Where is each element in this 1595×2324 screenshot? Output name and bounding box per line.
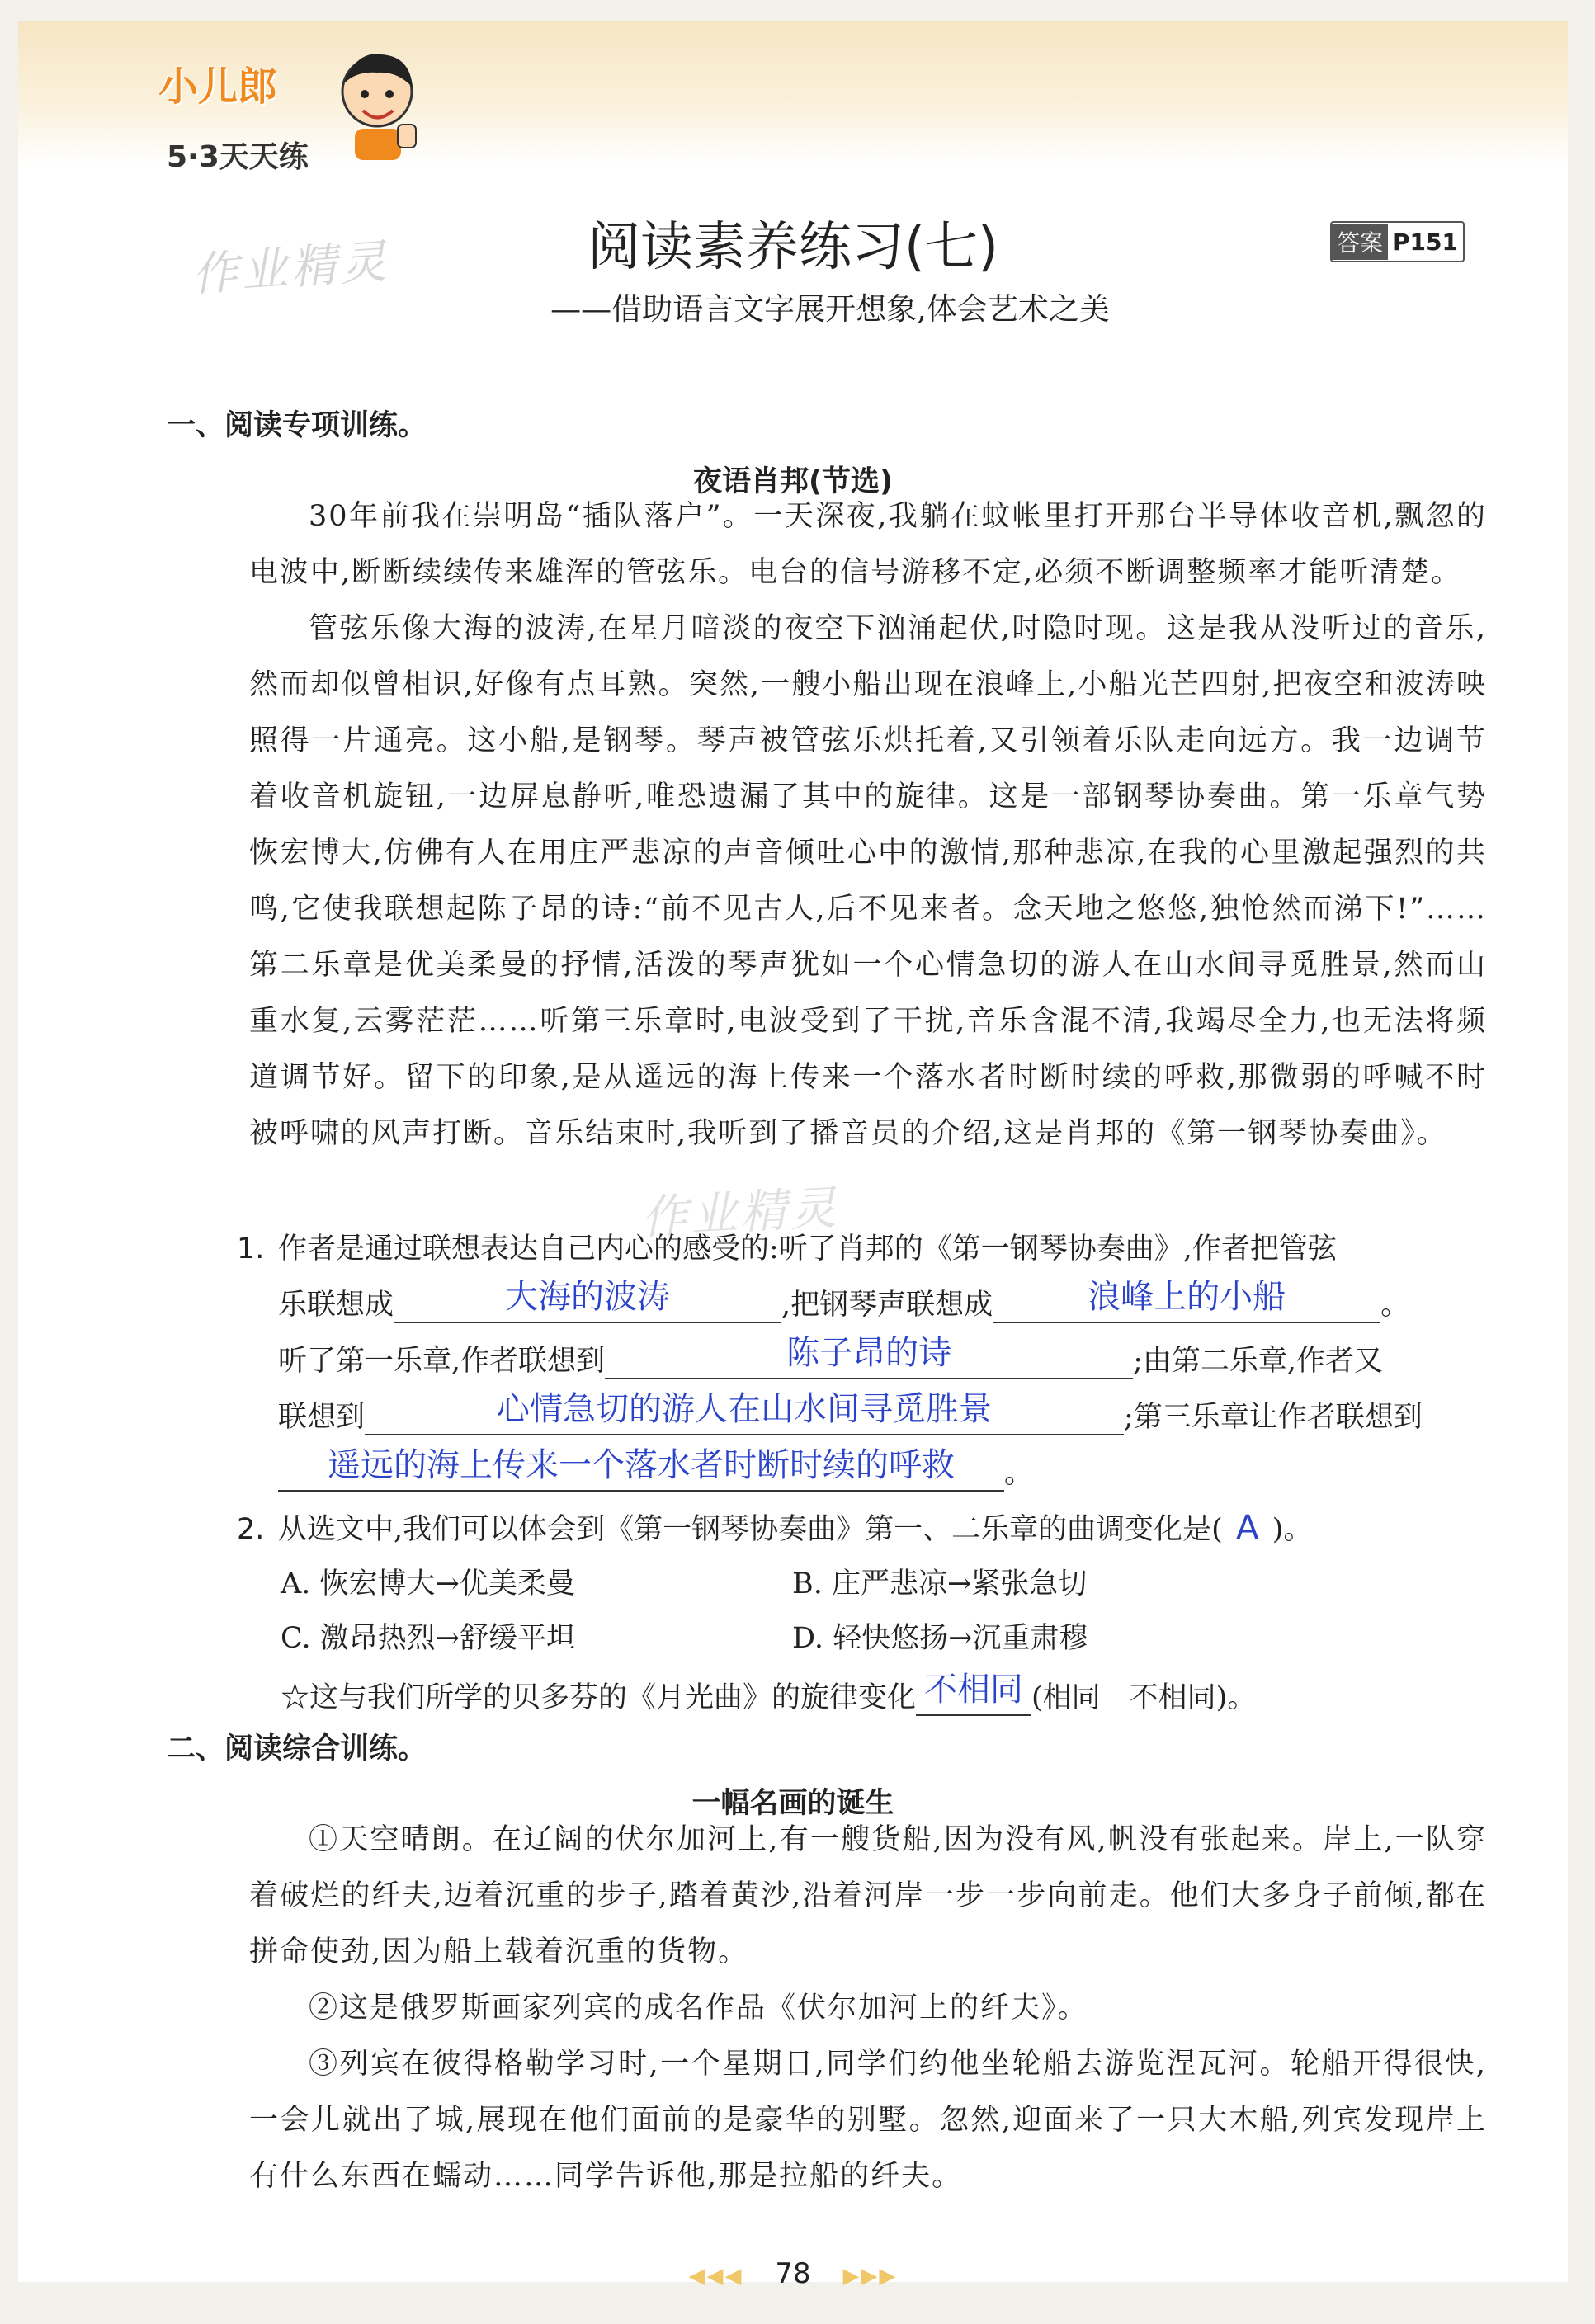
brand-name: 小儿郎	[158, 64, 278, 110]
option-c: C. 激昂热烈→舒缓平坦	[281, 1622, 576, 1655]
question1-text: ;第三乐章让作者联想到	[1124, 1401, 1423, 1434]
question1-text: 听了第一乐章,作者联想到	[278, 1345, 606, 1378]
mascot-icon	[332, 46, 422, 162]
answer-label: 答案	[1332, 224, 1388, 260]
page-number: 78	[775, 2257, 811, 2290]
passage1-paragraph: 30年前我在崇明岛“插队落户”。一天深夜,我躺在蚊帐里打开那台半导体收音机,飘忽的电波中,断断续续传来雄浑的管弦乐。电台的信号游移不定,必须不断调整频率才能听清楚。	[249, 500, 1487, 589]
passage2-paragraph: ③列宾在彼得格勒学习时,一个星期日,同学们约他坐轮船去游览涅瓦河。轮船开得很快,一会儿就出了城,展现在他们面前的是豪华的别墅。忽然,迎面来了一只大木船,列宾发现岸上有什么东西在蠕动……同学告诉他,那是拉船的纤夫。	[249, 2048, 1487, 2193]
question1-text: 联想到	[278, 1401, 366, 1434]
passage1-paragraph: 管弦乐像大海的波涛,在星月暗淡的夜空下汹涌起伏,时隐时现。这是我从没听过的音乐,然而却似曾相识,好像有点耳熟。突然,一艘小船出现在浪峰上,小船光芒四射,把夜空和波涛映照得一片通亮。这小船,是钢琴。琴声被管弦乐烘托着,又引领着乐队走向远方。我一边调节着收音机旋钮,一边屏息静听,唯恐遗漏了其中的旋律。这是一部钢琴协奏曲。第一乐章气势恢宏博大,仿佛有人在用庄严悲凉的声音倾吐心中的激情,那种悲凉,在我的心里激起强烈的共鸣,它使我联想起陈子昂的诗:“前不见古人,后不见来者。念天地之悠悠,独怆然而涕下!”……第二乐章是优美柔曼的抒情,活泼的琴声犹如一个心情急切的游人在山水间寻觅胜景,然而山重水复,云雾茫茫……听第三乐章时,电波受到了干扰,音乐含混不清,我竭尽全力,也无法将频道调节好。留下的印象,是从遥远的海上传来一个落水者时断时续的呼救,那微弱的呼喊不时被呼啸的风声打断。音乐结束时,我听到了播音员的介绍,这是肖邦的《第一钢琴协奏曲》。	[249, 612, 1487, 1150]
answer-blank-2[interactable]: 浪峰上的小船	[993, 1275, 1380, 1323]
question1-line3	[278, 1332, 1383, 1379]
watermark: 作业精灵	[639, 1181, 841, 1246]
answer-page: P151	[1393, 228, 1458, 256]
question1-stem	[237, 1226, 1337, 1267]
question1-text: 作者是通过联想表达自己内心的感受的:听了肖邦的《第一钢琴协奏曲》,作者把管弦	[278, 1233, 1337, 1266]
question1-text: 。	[1004, 1457, 1034, 1490]
question2-text: 从选文中,我们可以体会到《第一钢琴协奏曲》第一、二乐章的曲调变化是(	[278, 1513, 1223, 1546]
answer-blank-3[interactable]: 陈子昂的诗	[605, 1332, 1133, 1379]
section1-heading: 一、阅读专项训练。	[167, 409, 427, 442]
question1-text: 乐联想成	[278, 1289, 394, 1322]
page-subtitle: ——借助语言文字展开想象,体会艺术之美	[550, 291, 1110, 327]
question2-stem	[237, 1506, 1312, 1548]
passage1-title: 夜语肖邦(节选)	[693, 465, 893, 498]
question-number: 2.	[237, 1513, 265, 1546]
question1-text: ;由第二乐章,作者又	[1133, 1345, 1384, 1378]
star-question	[281, 1668, 1256, 1716]
prev-arrows-icon: ◀◀◀	[688, 2264, 743, 2289]
star-text: ☆这与我们所学的贝多芬的《月光曲》的旋律变化	[281, 1681, 917, 1714]
star-text: (相同 不相同)。	[1031, 1681, 1257, 1714]
question1-line4	[278, 1388, 1423, 1435]
passage2-title: 一幅名画的诞生	[691, 1787, 894, 1820]
question1-text: 。	[1380, 1289, 1410, 1322]
answer-blank-4[interactable]: 心情急切的游人在山水间寻觅胜景	[365, 1388, 1124, 1435]
next-arrows-icon: ▶▶▶	[842, 2264, 898, 2289]
section2-heading: 二、阅读综合训练。	[167, 1732, 427, 1765]
watermark: 作业精灵	[190, 234, 392, 303]
question2-text: )。	[1272, 1513, 1313, 1546]
answer-reference	[1330, 221, 1465, 262]
option-b: B. 庄严悲凉→紧张急切	[792, 1567, 1088, 1600]
page-number-footer	[18, 2257, 1568, 2290]
page-title: 阅读素养练习(七)	[588, 217, 998, 278]
question1-line2	[278, 1275, 1409, 1323]
option-a: A. 恢宏博大→优美柔曼	[281, 1567, 575, 1600]
answer-blank-1[interactable]: 大海的波涛	[394, 1275, 781, 1323]
passage2-paragraph: ②这是俄罗斯画家列宾的成名作品《伏尔加河上的纤夫》。	[309, 1992, 1088, 2025]
answer-blank-star[interactable]: 不相同	[916, 1668, 1031, 1716]
question1-text: ,把钢琴声联想成	[781, 1289, 993, 1322]
answer-blank-5[interactable]: 遥远的海上传来一个落水者时断时续的呼救	[278, 1444, 1004, 1492]
question-number: 1.	[237, 1233, 265, 1266]
question1-line5	[278, 1444, 1033, 1492]
passage2-paragraph: ①天空晴朗。在辽阔的伏尔加河上,有一艘货船,因为没有风,帆没有张起来。岸上,一队穿着破烂的纤夫,迈着沉重的步子,踏着黄沙,沿着河岸一步一步向前走。他们大多身子前倾,都在拼命使劲,因为船上载着沉重的货物。	[249, 1823, 1487, 1968]
brand-series: 5·3天天练	[167, 140, 309, 174]
option-d: D. 轻快悠扬→沉重肃穆	[792, 1622, 1088, 1655]
choice-answer[interactable]: A	[1236, 1509, 1259, 1547]
page	[18, 21, 1568, 2290]
